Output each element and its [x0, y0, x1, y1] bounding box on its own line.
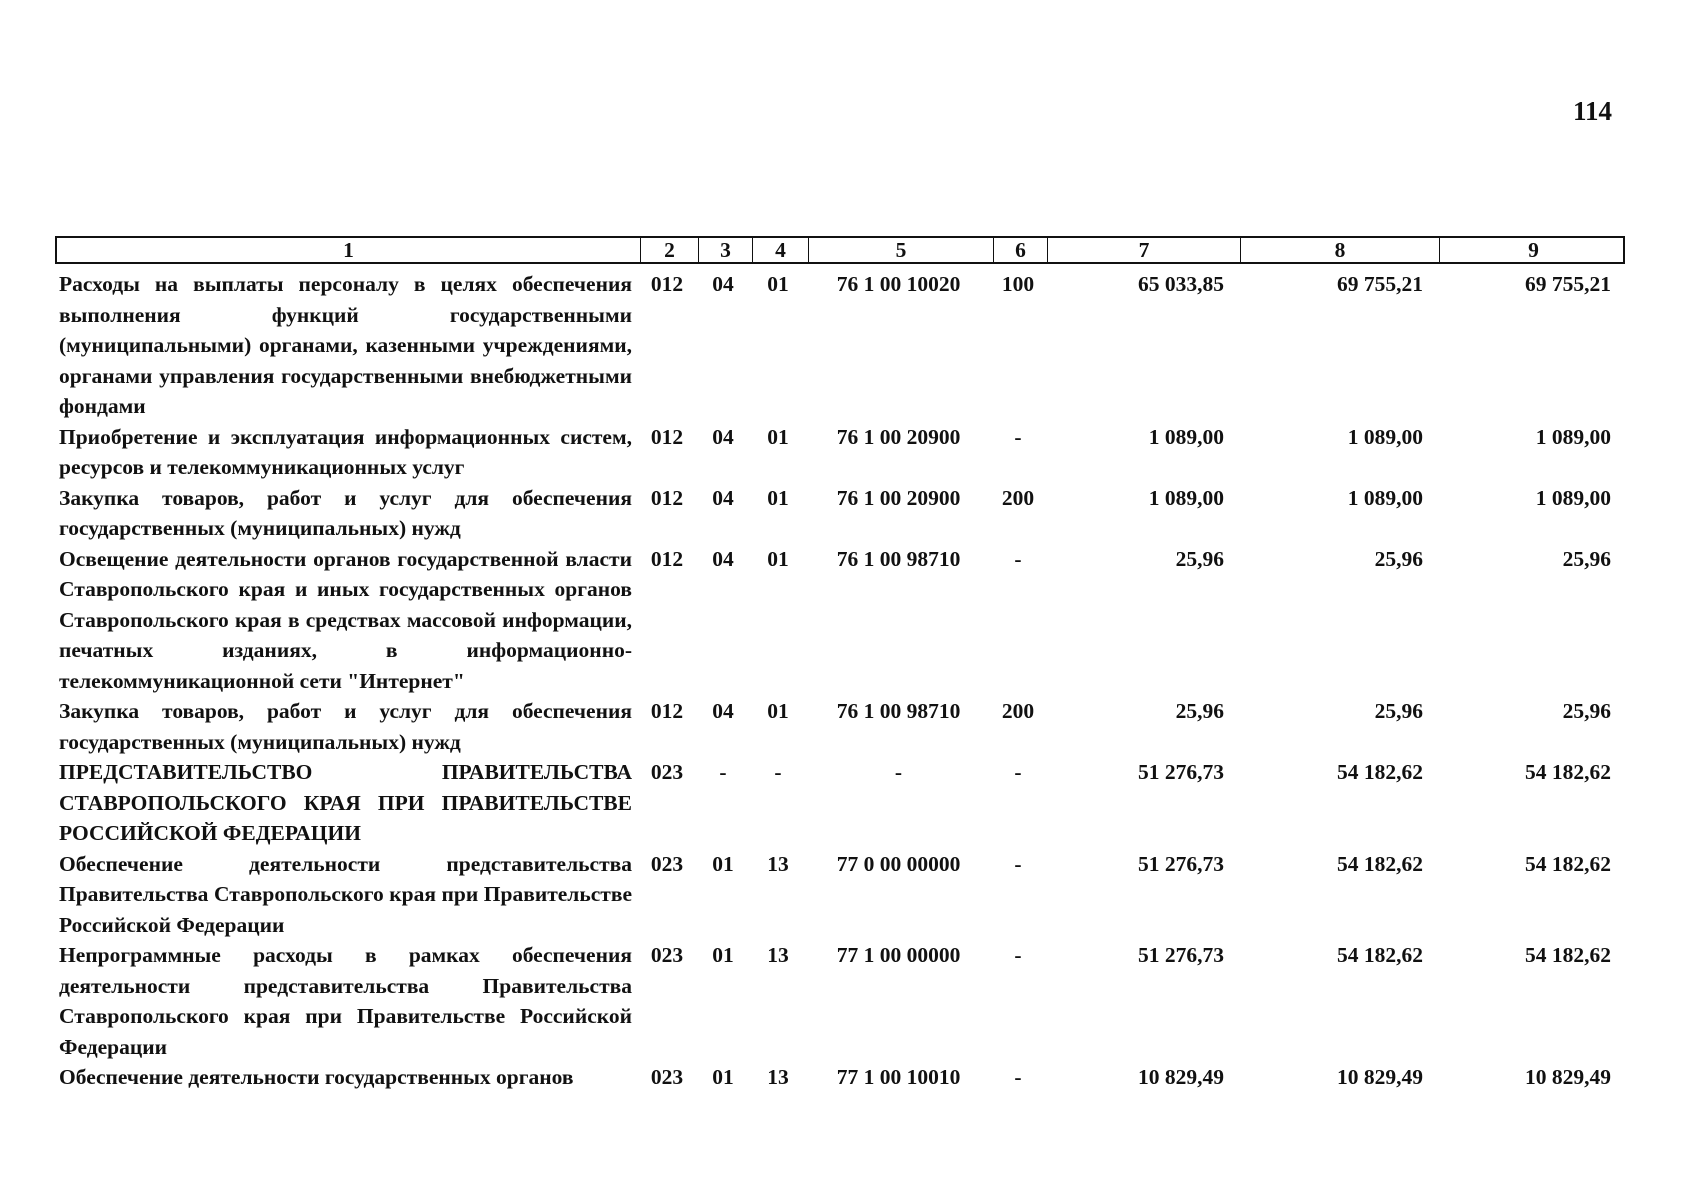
column-header-1: 1 [343, 238, 354, 262]
budget-table [55, 236, 1625, 1093]
row-name: ПРЕДСТАВИТЕЛЬСТВО ПРАВИТЕЛЬСТВА СТАВРОПОЛЬСКОГО КРАЯ ПРИ ПРАВИТЕЛЬСТВЕ РОССИЙСКОЙ ФЕДЕРАЦИИ [59, 760, 632, 845]
cell-c2: 012 [650, 485, 684, 510]
cell-c5: - [894, 760, 903, 784]
row-name: Обеспечение деятельности представительства Правительства Ставропольского края при Правительстве Российской Федерации [59, 851, 632, 937]
cell-c6: - [1014, 851, 1022, 876]
cell-c8: 10 829,49 [1337, 1065, 1423, 1089]
column-header-6: 6 [993, 238, 1047, 262]
cell-c9: 1 089,00 [1535, 424, 1611, 449]
cell-c6: - [1014, 1065, 1022, 1089]
cell-c7: 51 276,73 [1138, 851, 1224, 876]
cell-c6: - [1014, 760, 1022, 784]
cell-c6: 200 [1001, 699, 1035, 723]
row-name: Расходы на выплаты персоналу в целях обеспечения выполнения функций государственными (муниципальными) органами, казенными учреждениями, органами управления государственными внебюджетными фондами [59, 272, 632, 418]
row-name: Непрограммные расходы в рамках обеспечения деятельности представительства Правительства Ставропольского края при Правительстве Российской Федерации [59, 943, 632, 1059]
cell-c2: 023 [650, 1065, 684, 1089]
cell-c8: 25,96 [1374, 546, 1423, 571]
column-header-4: 4 [752, 238, 808, 262]
cell-c9: 25,96 [1562, 699, 1611, 723]
table-row [55, 1062, 1625, 1093]
cell-c8: 1 089,00 [1347, 485, 1423, 510]
cell-c9: 69 755,21 [1525, 272, 1611, 296]
cell-c2: 012 [650, 272, 684, 296]
cell-c9: 54 182,62 [1525, 943, 1611, 967]
table-row [55, 422, 1625, 483]
cell-c5: 76 1 00 20900 [836, 485, 961, 510]
cell-c4: 01 [767, 272, 789, 296]
cell-c7: 1 089,00 [1148, 424, 1224, 449]
cell-c8: 1 089,00 [1347, 424, 1423, 449]
cell-c4: - [774, 760, 782, 784]
table-row [55, 696, 1625, 757]
cell-c4: 01 [767, 424, 789, 449]
column-header-5: 5 [808, 238, 993, 262]
table-row [55, 849, 1625, 941]
column-header-2: 2 [640, 238, 698, 262]
cell-c8: 54 182,62 [1337, 943, 1423, 967]
row-name: Обеспечение деятельности государственных органов [59, 1065, 574, 1089]
row-name: Закупка товаров, работ и услуг для обеспечения государственных (муниципальных) нужд [59, 699, 632, 754]
cell-c8: 69 755,21 [1337, 272, 1423, 296]
cell-c4: 01 [767, 485, 789, 510]
cell-c7: 25,96 [1175, 546, 1224, 571]
cell-c9: 54 182,62 [1525, 760, 1611, 784]
cell-c6: - [1014, 546, 1022, 571]
cell-c5: 76 1 00 10020 [836, 272, 961, 296]
row-name: Закупка товаров, работ и услуг для обеспечения государственных (муниципальных) нужд [59, 485, 632, 540]
cell-c4: 13 [767, 851, 789, 876]
page-number: 114 [1572, 96, 1612, 126]
cell-c4: 01 [767, 546, 789, 571]
cell-c4: 13 [767, 1065, 789, 1089]
cell-c5: 76 1 00 98710 [836, 699, 961, 723]
cell-c8: 54 182,62 [1337, 760, 1423, 784]
column-header-7: 7 [1047, 238, 1240, 262]
cell-c5: 76 1 00 20900 [836, 424, 961, 449]
cell-c6: - [1014, 943, 1022, 967]
cell-c9: 54 182,62 [1525, 851, 1611, 876]
cell-c4: 13 [767, 943, 789, 967]
cell-c2: 012 [650, 546, 684, 571]
cell-c9: 10 829,49 [1525, 1065, 1611, 1089]
cell-c5: 77 1 00 10010 [836, 1065, 961, 1089]
cell-c6: - [1014, 424, 1022, 449]
cell-c2: 012 [650, 424, 684, 449]
cell-c3: 04 [712, 424, 734, 449]
table-row [55, 269, 1625, 422]
column-header-9: 9 [1439, 238, 1627, 262]
cell-c5: 77 1 00 00000 [836, 943, 961, 967]
cell-c7: 1 089,00 [1148, 485, 1224, 510]
column-header-3: 3 [698, 238, 752, 262]
cell-c4: 01 [767, 699, 789, 723]
cell-c3: 01 [712, 1065, 734, 1089]
cell-c7: 65 033,85 [1138, 272, 1224, 296]
cell-c7: 51 276,73 [1138, 760, 1224, 784]
cell-c8: 54 182,62 [1337, 851, 1423, 876]
cell-c5: 77 0 00 00000 [836, 851, 961, 876]
row-name: Приобретение и эксплуатация информационных систем, ресурсов и телекоммуникационных услуг [59, 424, 632, 479]
table-row [55, 757, 1625, 849]
cell-c3: 01 [712, 851, 734, 876]
cell-c6: 100 [1001, 272, 1035, 296]
table-row [55, 483, 1625, 544]
cell-c2: 023 [650, 851, 684, 876]
cell-c2: 023 [650, 760, 684, 784]
cell-c2: 023 [650, 943, 684, 967]
cell-c9: 1 089,00 [1535, 485, 1611, 510]
cell-c8: 25,96 [1374, 699, 1423, 723]
cell-c3: 04 [712, 272, 734, 296]
cell-c3: 04 [712, 485, 734, 510]
table-row [55, 940, 1625, 1062]
cell-c5: 76 1 00 98710 [836, 546, 961, 571]
cell-c3: 04 [712, 699, 734, 723]
cell-c3: 04 [712, 546, 734, 571]
cell-c6: 200 [1001, 485, 1035, 510]
row-name: Освещение деятельности органов государственной власти Ставропольского края и иных государственных органов Ставропольского края в средствах массовой информации, печатных изданиях, в информационно-телекоммуникационной сети "Интернет" [59, 546, 632, 693]
cell-c9: 25,96 [1562, 546, 1611, 571]
table-row [55, 544, 1625, 697]
table-header-row [55, 236, 1625, 264]
cell-c3: - [719, 760, 727, 784]
cell-c3: 01 [712, 943, 734, 967]
cell-c2: 012 [650, 699, 684, 723]
cell-c7: 10 829,49 [1138, 1065, 1224, 1089]
cell-c7: 51 276,73 [1138, 943, 1224, 967]
cell-c7: 25,96 [1175, 699, 1224, 723]
column-header-8: 8 [1240, 238, 1439, 262]
